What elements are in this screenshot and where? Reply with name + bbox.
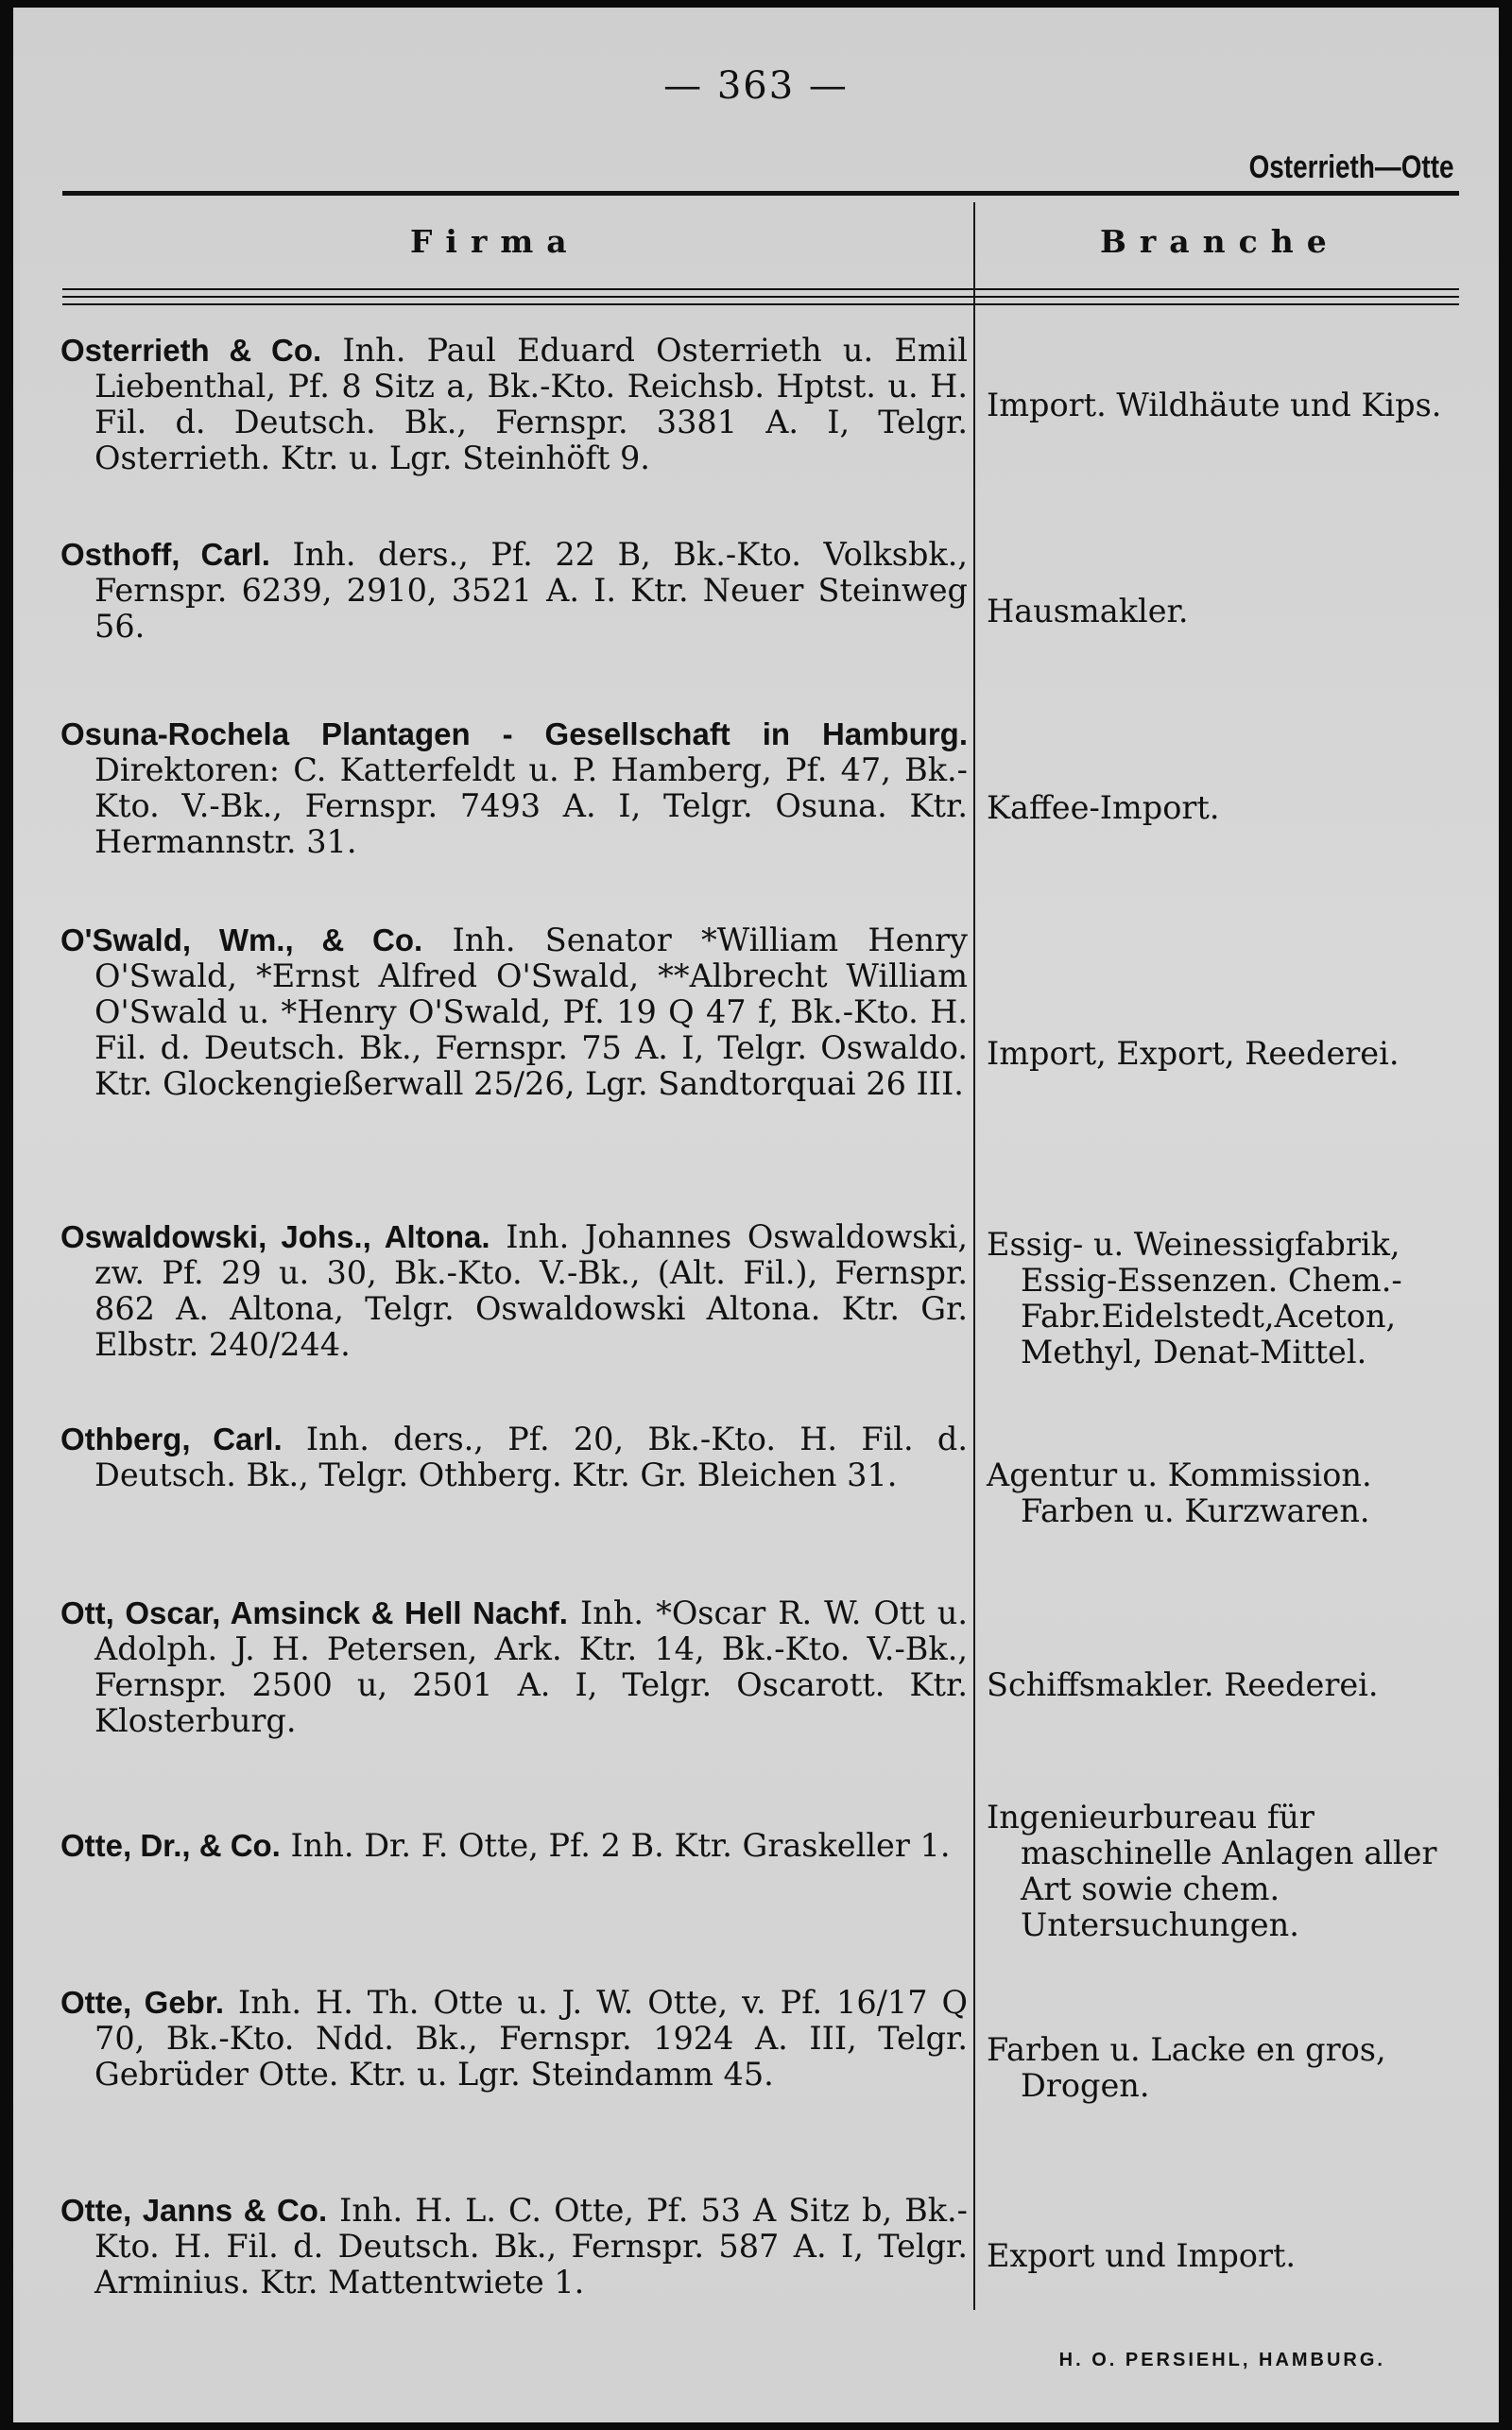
- header-bottom-rule: [62, 296, 1459, 298]
- firm-details: Inh. Senator *William Henry O'Swald, *Ernst Alfred O'Swald, **Albrecht William O'Swald u. *Henry O'Swald, Pf. 19 Q 47 f, Bk.-Kto. H. Fil. d. Deutsch. Bk., Fernspr. 75 A. I, Telgr. Oswaldo. Ktr. Glockengießerwall 25/26, Lgr. Sandtorquai 26 III.: [94, 922, 968, 1102]
- firm-entry: [60, 1595, 968, 1739]
- firm-details: Inh. H. L. C. Otte, Pf. 53 A Sitz b, Bk.-Kto. H. Fil. d. Deutsch. Bk., Fernspr. 587 A. I, Telgr. Arminius. Ktr. Mattentwiete 1.: [94, 2192, 968, 2301]
- firm-details: Inh. ders., Pf. 20, Bk.-Kto. H. Fil. d. Deutsch. Bk., Telgr. Othberg. Ktr. Gr. Bleichen 31.: [94, 1421, 968, 1493]
- firm-entry: [60, 333, 968, 476]
- header-bottom-rule: [62, 303, 1459, 305]
- firm-entry: [60, 2193, 968, 2301]
- column-header-firma: Firma: [410, 223, 580, 260]
- firm-details: Inh. Dr. F. Otte, Pf. 2 B. Ktr. Graskeller 1.: [290, 1827, 951, 1864]
- firm-details: Inh. *Oscar R. W. Ott u. Adolph. J. H. Petersen, Ark. Ktr. 14, Bk.-Kto. V.-Bk., Fernspr. 2500 u, 2501 A. I, Telgr. Oscarott. Ktr. Klosterburg.: [94, 1594, 969, 1739]
- page-number: — 363 —: [663, 64, 849, 108]
- firm-branch: Schiffsmakler. Reederei.: [987, 1666, 1379, 1703]
- firm-branch: Farben u. Lacke en gros, Drogen.: [987, 2031, 1386, 2104]
- firm-details: Inh. ders., Pf. 22 B, Bk.-Kto. Volksbk., Fernspr. 6239, 2910, 3521 A. I. Ktr. Neuer Steinweg 56.: [94, 536, 968, 645]
- column-header-branche: Branche: [1100, 223, 1340, 260]
- firm-branch: Export und Import.: [987, 2237, 1297, 2274]
- firm-name: Osuna-Rochela Plantagen - Gesellschaft in Hamburg.: [60, 716, 968, 751]
- header-bottom-rule: [62, 288, 1459, 290]
- firm-entry: [60, 537, 968, 645]
- firm-branch: Ingenieurbureau für maschinelle Anlagen aller Art sowie chem. Untersuchungen.: [987, 1799, 1437, 1943]
- firm-branch: Hausmakler.: [987, 593, 1189, 629]
- firm-entry: [60, 1985, 968, 2093]
- firm-name: Osthoff, Carl.: [60, 537, 270, 572]
- firm-name: Otte, Dr., & Co.: [60, 1828, 281, 1863]
- firm-details: Direktoren: C. Katterfeldt u. P. Hamberg, Pf. 47, Bk.-Kto. V.-Bk., Fernspr. 7493 A. I, Telgr. Osuna. Ktr. Hermannstr. 31.: [94, 751, 968, 860]
- firm-name: Ott, Oscar, Amsinck & Hell Nachf.: [60, 1595, 568, 1630]
- firm-name: Oswaldowski, Johs., Altona.: [60, 1219, 490, 1254]
- firm-branch: Import, Export, Reederei.: [987, 1035, 1400, 1072]
- firm-entry: [60, 1219, 968, 1363]
- firm-details: Inh. H. Th. Otte u. J. W. Otte, v. Pf. 16/17 Q 70, Bk.-Kto. Ndd. Bk., Fernspr. 1924 A. III, Telgr. Gebrüder Otte. Ktr. u. Lgr. Steindamm 45.: [94, 1984, 968, 2093]
- firm-name: Otte, Gebr.: [60, 1985, 225, 2020]
- firm-name: Osterrieth & Co.: [60, 333, 322, 368]
- header-rule: [62, 191, 1459, 196]
- firm-name: Othberg, Carl.: [60, 1422, 283, 1456]
- firm-entry: [60, 1422, 968, 1493]
- firm-details: Inh. Johannes Oswaldowski, zw. Pf. 29 u. 30, Bk.-Kto. V.-Bk., (Alt. Fil.), Fernspr. 862 A. Altona, Telgr. Oswaldowski Altona. Ktr. Gr. Elbstr. 240/244.: [94, 1218, 968, 1363]
- page-range-header: Osterrieth—Otte: [1248, 149, 1453, 185]
- firm-entry: [60, 1828, 968, 1864]
- firm-details: Inh. Paul Eduard Osterrieth u. Emil Liebenthal, Pf. 8 Sitz a, Bk.-Kto. Reichsb. Hptst. u. H. Fil. d. Deutsch. Bk., Fernspr. 3381 A. I, Telgr. Osterrieth. Ktr. u. Lgr. Steinhöft 9.: [94, 332, 968, 476]
- column-divider: [973, 202, 975, 2310]
- firm-branch: Essig- u. Weinessigfabrik, Essig-Essenzen. Chem.-Fabr.Eidelstedt,Aceton, Methyl, Denat-Mittel.: [987, 1226, 1402, 1370]
- firm-branch: Agentur u. Kommission. Farben u. Kurzwaren.: [987, 1456, 1372, 1529]
- firm-entry: [60, 716, 968, 860]
- printer-imprint: H. O. PERSIEHL, HAMBURG.: [1058, 2350, 1385, 2370]
- firm-branch: Kaffee-Import.: [987, 789, 1220, 826]
- firm-branch: Import. Wildhäute und Kips.: [987, 387, 1442, 423]
- firm-name: O'Swald, Wm., & Co.: [60, 922, 423, 957]
- firm-name: Otte, Janns & Co.: [60, 2193, 328, 2228]
- directory-page: [13, 8, 1499, 2422]
- firm-entry: [60, 922, 968, 1102]
